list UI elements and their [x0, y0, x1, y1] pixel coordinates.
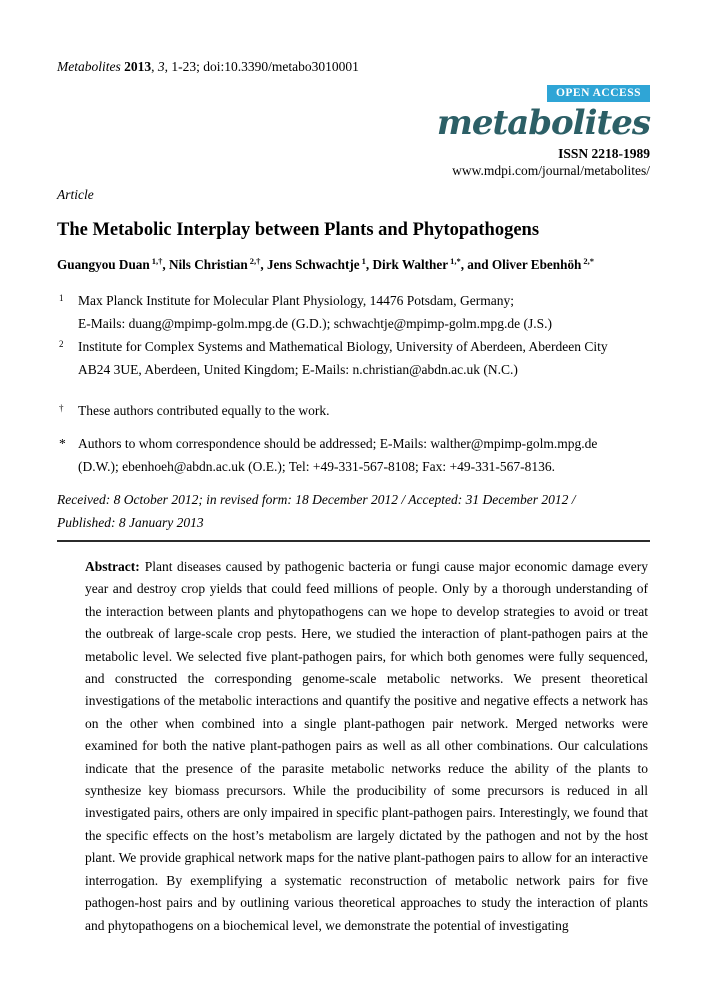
correspondence-note: [57, 432, 650, 478]
author: [267, 257, 373, 272]
page-title: The Metabolic Interplay between Plants and Phytopathogens: [57, 220, 540, 240]
affiliation-line: Institute for Complex Systems and Mathematical Biology, University of Aberdeen, Aberdeen City: [78, 339, 608, 354]
article-type-label: Article: [57, 187, 94, 202]
citation-year: 2013: [120, 59, 152, 74]
citation-pages-doi: , 1-23; doi:10.3390/metabo3010001: [164, 59, 359, 74]
history-line: Published: 8 January 2013: [57, 515, 204, 530]
affiliation-item: [57, 289, 650, 335]
open-access-row: [57, 83, 650, 102]
author: [57, 257, 169, 272]
author-separator: , and: [460, 257, 492, 272]
affiliation-item: [57, 335, 650, 381]
affiliation-line: E-Mails: duang@mpimp-golm.mpg.de (G.D.); schwachtje@mpimp-golm.mpg.de (J.S.): [78, 316, 553, 331]
issn-label: ISSN 2218-1989: [558, 146, 650, 161]
abstract: [85, 556, 648, 937]
author-superscript: 1,†: [151, 256, 163, 266]
equal-contribution-note: [57, 399, 650, 422]
author: [492, 257, 594, 272]
author-separator: ,: [365, 257, 373, 272]
journal-name: Metabolites: [57, 59, 121, 74]
dates-line: [57, 488, 650, 534]
author-name: Oliver Ebenhöh: [491, 257, 582, 272]
author: [169, 257, 267, 272]
author: [372, 257, 491, 272]
affiliation-line: AB24 3UE, Aberdeen, United Kingdom; E-Mails: n.christian@abdn.ac.uk (N.C.): [78, 362, 518, 377]
affiliations: [57, 289, 650, 381]
citation-volume: 3: [157, 59, 165, 74]
open-access-badge: OPEN ACCESS: [547, 85, 650, 102]
journal-logo: metabolites: [436, 103, 650, 143]
author-separator: ,: [260, 257, 267, 272]
journal-citation: [57, 58, 650, 75]
author-superscript: 1: [361, 256, 366, 266]
author-superscript: 1,*: [450, 256, 461, 266]
author-superscript: 2,†: [249, 256, 261, 266]
footnote-line: Authors to whom correspondence should be addressed; E-Mails: walther@mpimp-golm.mpg.de: [78, 436, 598, 451]
history-line: Received: 8 October 2012; in revised form: 18 December 2012 / Accepted: 31 December 2012 /: [57, 492, 576, 507]
authors-line: [57, 256, 650, 275]
author-superscript: 2,*: [583, 256, 594, 266]
affiliation-marker: 1: [59, 293, 64, 303]
author-name: Guangyou Duan: [57, 257, 150, 272]
affiliation-marker: 2: [59, 339, 64, 349]
affiliation-line: Max Planck Institute for Molecular Plant Physiology, 14476 Potsdam, Germany;: [78, 293, 514, 308]
author-name: Jens Schwachtje: [266, 257, 360, 272]
dagger-marker: †: [59, 403, 64, 413]
abstract-text: Plant diseases caused by pathogenic bacteria or fungi cause major economic damage every year and destroy crop yields that could feed millions of people. Only by a thorough understanding of the interaction between plants and phytopathogens can we hope to develop strategies to avoid or treat the outbreak of large-scale crop pests. Here, we studied the interaction of plant-pathogen pairs at the metabolic level. We selected five plant-pathogen pairs, for which both genomes were fully sequenced, and constructed the corresponding genome-scale metabolic networks. We present theoretical investigations of the metabolic interactions and quantify the positive and negative effects a network has on the other when combined into a single plant-pathogen pair network. Merged networks were examined for both the native plant-pathogen pairs as well as all other combinations. Our calculations indicate that the presence of the parasite metabolic networks reduce the ability of the plants to synthesize key biomass precursors. While the producibility of some precursors is reduced in all investigated pairs, others are only impaired in specific plant-pathogen pairs. Interestingly, we found that the specific effects on the host’s metabolism are largely dictated by the pathogen and not by the host plant. We provide graphical network maps for the native plant-pathogen pairs to allow for an interactive interrogation. By exemplifying a systematic reconstruction of metabolic network pairs for five pathogen-host pairs and by outlining various theoretical approaches to study the interaction of plants and phytopathogens on a biochemical level, we demonstrate the potential of investigating: [85, 559, 648, 933]
abstract-label: Abstract:: [85, 559, 140, 574]
asterisk-marker: *: [59, 436, 66, 451]
author-name: Nils Christian: [168, 257, 248, 272]
footnote-line: (D.W.); ebenhoeh@abdn.ac.uk (O.E.); Tel: +49-331-567-8108; Fax: +49-331-567-8136.: [78, 459, 555, 474]
author-separator: ,: [162, 257, 169, 272]
author-name: Dirk Walther: [372, 257, 449, 272]
footnote-text: These authors contributed equally to the work.: [78, 403, 330, 418]
divider: [57, 540, 650, 542]
journal-header: [57, 83, 650, 179]
citation-separator: ,: [151, 59, 158, 74]
journal-url: www.mdpi.com/journal/metabolites/: [452, 163, 650, 178]
